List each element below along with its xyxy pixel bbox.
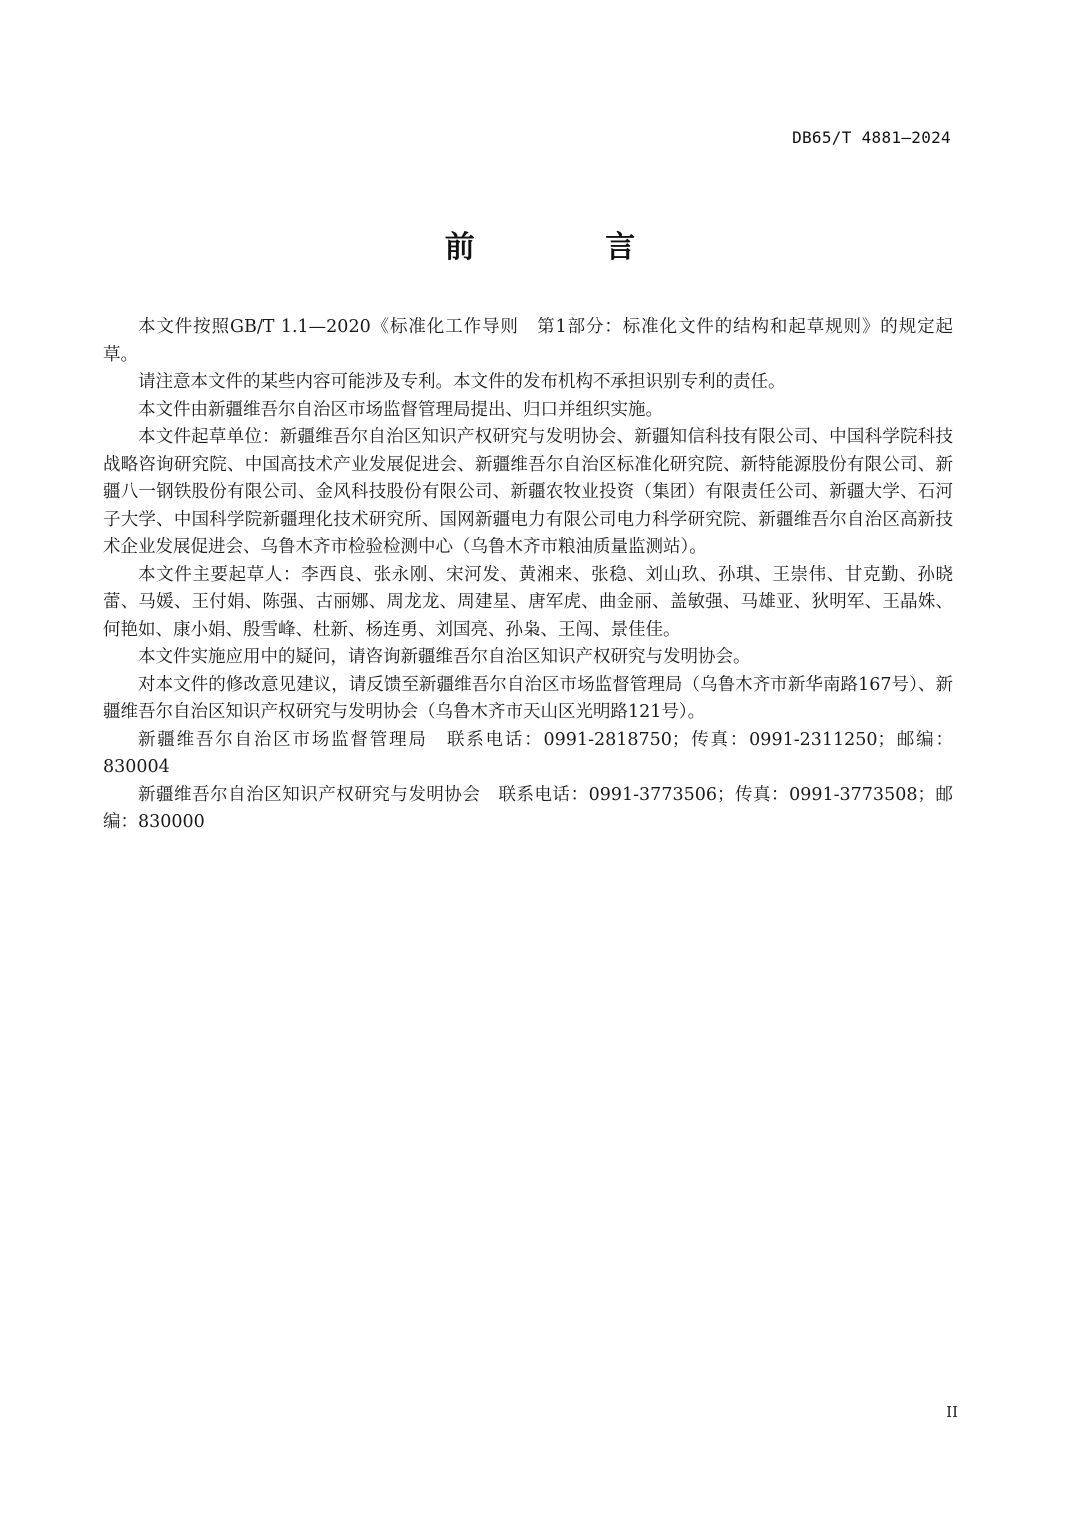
paragraph-proposer: 本文件由新疆维吾尔自治区市场监督管理局提出、归口并组织实施。 (138, 399, 663, 420)
paragraph-contact-market-bureau: 新疆维吾尔自治区市场监督管理局 联系电话：0991-2818750；传真：0991-2311250；邮编：830004 (103, 729, 953, 777)
standard-code: DB65/T 4881—2024 (792, 128, 951, 147)
paragraph-drafting-rules: 本文件按照GB/T 1.1—2020《标准化工作导则 第1部分：标准化文件的结构和起草规则》的规定起草。 (103, 317, 953, 365)
page-number: II (946, 1403, 958, 1421)
paragraph-inquiries: 本文件实施应用中的疑问，请咨询新疆维吾尔自治区知识产权研究与发明协会。 (138, 647, 751, 667)
paragraph-drafting-units: 本文件起草单位：新疆维吾尔自治区知识产权研究与发明协会、新疆知信科技有限公司、中国科学院科技战略咨询研究院、中国高技术产业发展促进会、新疆维吾尔自治区标准化研究院、新特能源股份有限公司、新疆八一钢铁股份有限公司、金风科技股份有限公司、新疆农牧业投资（集团）有限责任公司、新疆大学、石河子大学、中国科学院新疆理化技术研究所、国网新疆电力有限公司电力科学研究院、新疆维吾尔自治区高新技术企业发展促进会、乌鲁木齐市检验检测中心（乌鲁木齐市粮油质量监测站）。 (103, 427, 953, 557)
foreword-body (103, 314, 953, 837)
paragraph-patent-notice: 请注意本文件的某些内容可能涉及专利。本文件的发布机构不承担识别专利的责任。 (138, 372, 786, 392)
paragraph-drafters: 本文件主要起草人：李西良、张永刚、宋河发、黄湘来、张稳、刘山玖、孙琪、王崇伟、甘克勤、孙晓蕾、马媛、王付娟、陈强、古丽娜、周龙龙、周建星、唐军虎、曲金丽、盖敏强、马雄亚、狄明军、王晶姝、何艳如、康小娟、殷雪峰、杜新、杨连勇、刘国亮、孙枭、王闯、景佳佳。 (103, 564, 953, 640)
paragraph-contact-ip-association: 新疆维吾尔自治区知识产权研究与发明协会 联系电话：0991-3773506；传真：0991-3773508；邮编：830000 (103, 784, 953, 832)
page-title: 前 言 (444, 230, 696, 265)
paragraph-feedback: 对本文件的修改意见建议，请反馈至新疆维吾尔自治区市场监督管理局（乌鲁木齐市新华南路167号）、新疆维吾尔自治区知识产权研究与发明协会（乌鲁木齐市天山区光明路121号）。 (103, 674, 953, 722)
